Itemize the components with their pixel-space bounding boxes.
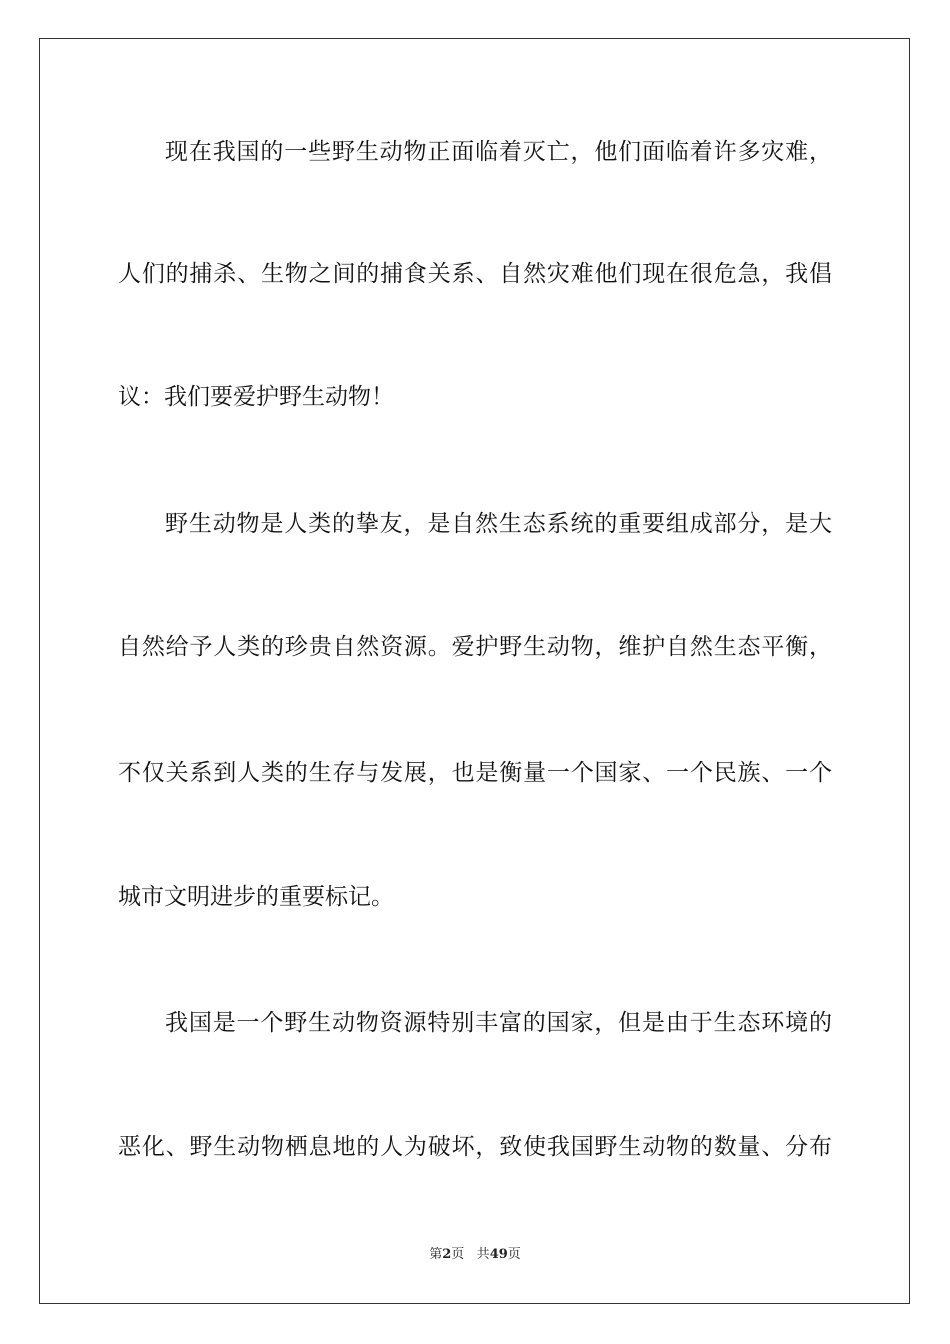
footer-total-suffix: 页 — [507, 1247, 521, 1262]
paragraph-2-line-2: 自然给予人类的珍贵自然资源。爱护野生动物，维护自然生态平衡， — [118, 634, 832, 660]
footer-page-suffix: 页 — [451, 1247, 465, 1262]
footer-total-prefix: 共 — [476, 1247, 490, 1262]
footer-page-number: 2 — [442, 1247, 452, 1262]
paragraph-2-line-3: 不仅关系到人类的生存与发展，也是衡量一个国家、一个民族、一个 — [118, 760, 832, 786]
footer-total-pages: 49 — [489, 1247, 508, 1262]
paragraph-2-line-1: 野生动物是人类的挚友，是自然生态系统的重要组成部分，是大 — [165, 511, 832, 537]
footer-page-prefix: 第 — [429, 1247, 443, 1262]
paragraph-2-line-4: 城市文明进步的重要标记。 — [118, 884, 394, 910]
paragraph-1-line-3: 议：我们要爱护野生动物！ — [118, 384, 394, 410]
paragraph-3-line-1: 我国是一个野生动物资源特别丰富的国家，但是由于生态环境的 — [165, 1010, 832, 1036]
paragraph-1-line-1: 现在我国的一些野生动物正面临着灭亡，他们面临着许多灾难， — [165, 139, 832, 165]
page-frame — [39, 38, 910, 1304]
page-footer — [0, 1246, 950, 1264]
paragraph-3-line-2: 恶化、野生动物栖息地的人为破坏，致使我国野生动物的数量、分布 — [118, 1134, 832, 1160]
paragraph-1-line-2: 人们的捕杀、生物之间的捕食关系、自然灾难他们现在很危急，我倡 — [118, 261, 832, 287]
